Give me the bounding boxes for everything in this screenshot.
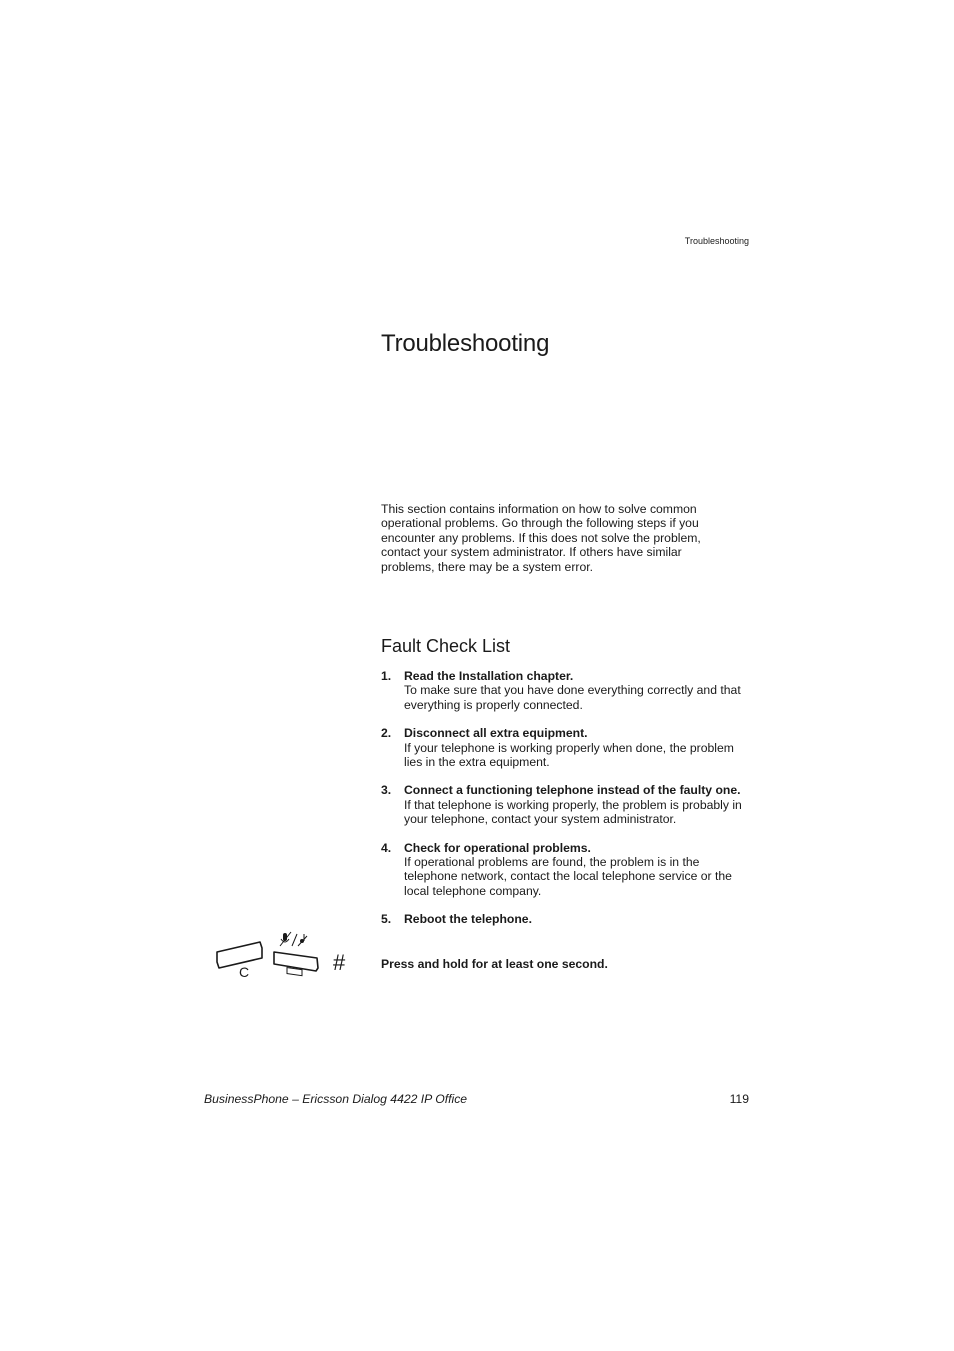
page-number: 119: [729, 1092, 749, 1106]
item-heading: Check for operational problems.: [404, 840, 591, 855]
list-item: [381, 726, 751, 769]
running-header: Troubleshooting: [684, 236, 749, 246]
item-body: If your telephone is working properly when done, the problem lies in the extra equipment.: [404, 740, 734, 770]
page-title: Troubleshooting: [381, 330, 550, 357]
item-body: To make sure that you have done everything correctly and that everything is properly connected.: [404, 683, 741, 712]
item-body: If that telephone is working properly, the problem is probably in your telephone, contact your system administrator.: [404, 797, 742, 827]
item-number: 3.: [381, 783, 392, 798]
c-key-label: C: [239, 964, 250, 980]
fault-check-list: [381, 669, 751, 941]
intro-paragraph: This section contains information on how to solve common operational problems. Go through the following steps if you encounter any problems. If this does not solve the problem, contact your system administrator. If others have similar problems, there may be a system error.: [381, 502, 701, 574]
key-illustration: [212, 928, 357, 980]
keys-svg: [212, 928, 357, 980]
item-number: 1.: [381, 669, 392, 683]
item-number: 2.: [381, 726, 392, 741]
list-item: [381, 669, 751, 712]
mute-symbol-icon: [280, 932, 307, 946]
c-key-icon: [217, 942, 262, 980]
item-heading: Read the Installation chapter.: [404, 669, 574, 683]
hash-key-icon: #: [333, 950, 346, 975]
section-heading: Fault Check List: [381, 636, 511, 656]
item-number: 4.: [381, 840, 392, 855]
mute-key-icon: [274, 932, 318, 976]
item-heading: Disconnect all extra equipment.: [404, 726, 588, 741]
item-number: 5.: [381, 912, 392, 927]
item-heading: Reboot the telephone.: [404, 912, 532, 927]
item-body: If operational problems are found, the problem is in the telephone network, contact the local telephone service or the local telephone company.: [404, 855, 732, 898]
list-item: [381, 912, 751, 926]
item-heading: Connect a functioning telephone instead of the faulty one.: [404, 783, 741, 798]
list-item: [381, 783, 751, 826]
footer-title: BusinessPhone – Ericsson Dialog 4422 IP Office: [204, 1092, 468, 1106]
list-item: [381, 841, 751, 899]
press-instruction: Press and hold for at least one second.: [381, 957, 608, 971]
